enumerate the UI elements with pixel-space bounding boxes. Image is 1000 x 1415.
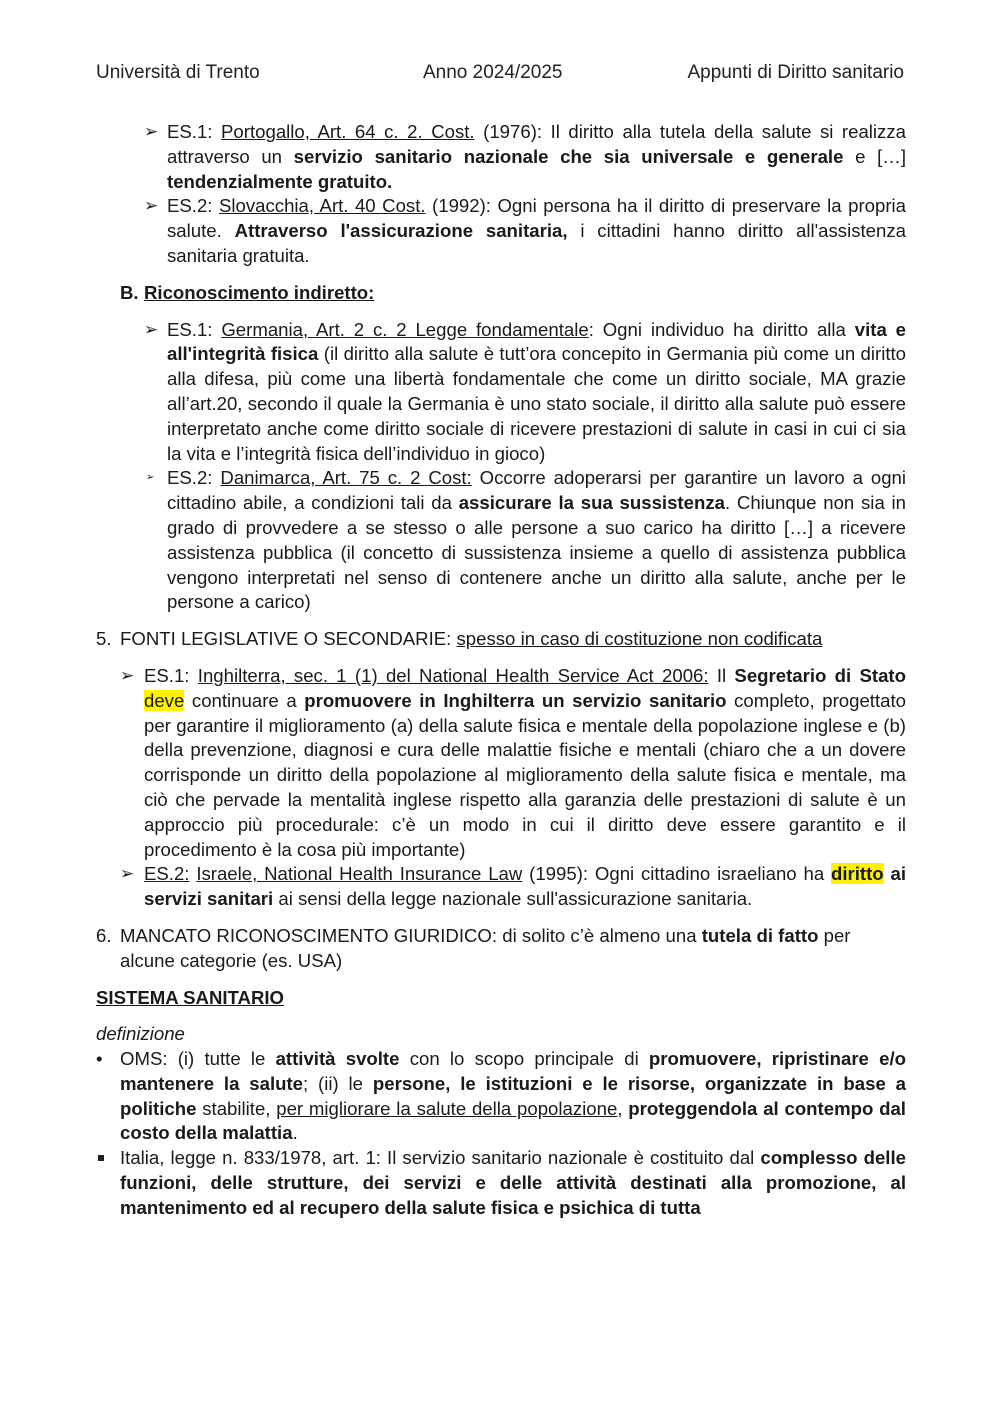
highlighted-text: deve: [144, 689, 185, 711]
bullet-dot-icon: •: [96, 1048, 103, 1070]
document-body: [96, 120, 906, 1221]
item-marker: ES.1:: [167, 121, 213, 142]
list-item: Italia, legge n. 833/1978, art. 1: Il servizio sanitario nazionale è costituito dal complesso delle funzioni, delle strutture, dei servizi e delle attività destinati alla promozione, al mantenimento ed al recupero della salute fisica e psichica di tutta: [96, 1146, 906, 1220]
legal-reference: Inghilterra, sec. 1 (1) del National Health Service Act 2006:: [197, 664, 709, 686]
legal-reference: Slovacchia, Art. 40 Cost.: [218, 195, 426, 217]
page-header: [96, 62, 904, 86]
arrow-bullet-icon: ➢: [144, 122, 159, 141]
legal-reference: Portogallo, Art. 64 c. 2. Cost.: [221, 121, 475, 142]
arrow-bullet-icon: ➢: [144, 319, 159, 339]
item-marker: ES.1:: [144, 664, 190, 686]
list-item: ➢ ES.2: Danimarca, Art. 75 c. 2 Cost: Occorre adoperarsi per garantire un lavoro a ogni cittadino abile, a condizioni tali da assicurare la sua sussistenza. Chiunque non sia in grado di provvedere a se stesso o alle persone a suo carico ha diritto […] a ricevere assistenza pubblica (il concetto di sussistenza insieme a quello di assistenza pubblica vengono interpretati nel senso di contenere anche un diritto alla salute, anche per le persone a carico): [146, 467, 907, 613]
item-marker: ES.2:: [167, 467, 213, 489]
list-item: ➢ ES.1: Portogallo, Art. 64 c. 2. Cost. (1976): Il diritto alla tutela della salute si realizza attraverso un servizio sanitario nazionale che sia universale e generale e […] tendenzialmente gratuito.: [144, 121, 906, 192]
header-year: Anno 2024/2025: [423, 62, 563, 83]
legal-reference: Danimarca, Art. 75 c. 2 Cost:: [220, 467, 472, 489]
list-item: ➢ ES.2: Israele, National Health Insurance Law (1995): Ogni cittadino israeliano ha diritto ai servizi sanitari ai sensi della legge nazionale sull'assicurazione sanitaria.: [120, 863, 906, 910]
square-bullet-icon: [98, 1155, 104, 1161]
highlighted-text: diritto: [830, 863, 884, 885]
arrow-bullet-icon: ➢: [146, 472, 155, 484]
arrow-bullet-icon: ➢: [120, 665, 135, 685]
numbered-item-6: 6. MANCATO RICONOSCIMENTO GIURIDICO: di solito c’è almeno una tutela di fatto per alcune categorie (es. USA): [96, 924, 851, 971]
list-item: ➢ ES.1: Germania, Art. 2 c. 2 Legge fondamentale: Ogni individuo ha diritto alla vita e all'integrità fisica (il diritto alla salute è tutt’ora concepito in Germania più come un diritto alla difesa, più come una libertà fondamentale che come un diritto sociale, MA grazie all’art.20, secondo il quale la Germania è uno stato sociale, il diritto alla salute può essere interpretato anche come diritto sociale di ricevere prestazioni di salute in casi in cui ci sia la vita e l’integrità fisica dell’individuo in gioco): [144, 318, 907, 464]
list-item: • OMS: (i) tutte le attività svolte con lo scopo principale di promuovere, ripristinare e/o mantenere la salute; (ii) le persone, le istituzioni e le risorse, organizzate in base a politiche stabilite, per migliorare la salute della popolazione, proteggendola al contempo dal costo della malattia.: [96, 1048, 906, 1144]
numbered-item-5: 5. FONTI LEGISLATIVE O SECONDARIE: spesso in caso di costituzione non codificata: [96, 628, 823, 650]
item-marker: ES.2:: [167, 195, 213, 217]
header-course: Appunti di Diritto sanitario: [687, 62, 904, 83]
section-subtitle: definizione: [96, 1023, 185, 1045]
list-item: ➢ ES.2: Slovacchia, Art. 40 Cost. (1992): Ogni persona ha il diritto di preservare la propria salute. Attraverso l'assicurazione sanitaria, i cittadini hanno diritto all'assistenza sanitaria gratuita.: [144, 195, 907, 266]
list-item: ➢ ES.1: Inghilterra, sec. 1 (1) del National Health Service Act 2006: Il Segretario di Stato deve continuare a promuovere in Inghilterra un servizio sanitario completo, progettato per garantire il miglioramento (a) della salute fisica e mentale della popolazione inglese e (b) della prevenzione, diagnosi e cura delle malattie fisiche e mentali (chiaro che a un dovere corrisponde un diritto della popolazione al miglioramento della salute fisica e mentale, ma ciò che pervade la mentalità inglese rispetto alla garanzia delle prestazioni di salute è un approccio più procedurale: c’è un modo in cui il diritto deve essere garantito e il procedimento è la cosa più importante): [120, 664, 906, 860]
item-marker: ES.2:: [144, 863, 190, 885]
item-marker: ES.1:: [167, 318, 213, 340]
legal-reference: Israele, National Health Insurance Law: [196, 863, 523, 885]
arrow-bullet-icon: ➢: [144, 196, 159, 216]
legal-reference: Germania, Art. 2 c. 2 Legge fondamentale: [221, 318, 589, 340]
section-b-heading: B. Riconoscimento indiretto:: [120, 281, 375, 303]
header-university: Università di Trento: [96, 62, 260, 83]
section-title: SISTEMA SANITARIO: [96, 986, 285, 1008]
arrow-bullet-icon: ➢: [120, 864, 135, 884]
